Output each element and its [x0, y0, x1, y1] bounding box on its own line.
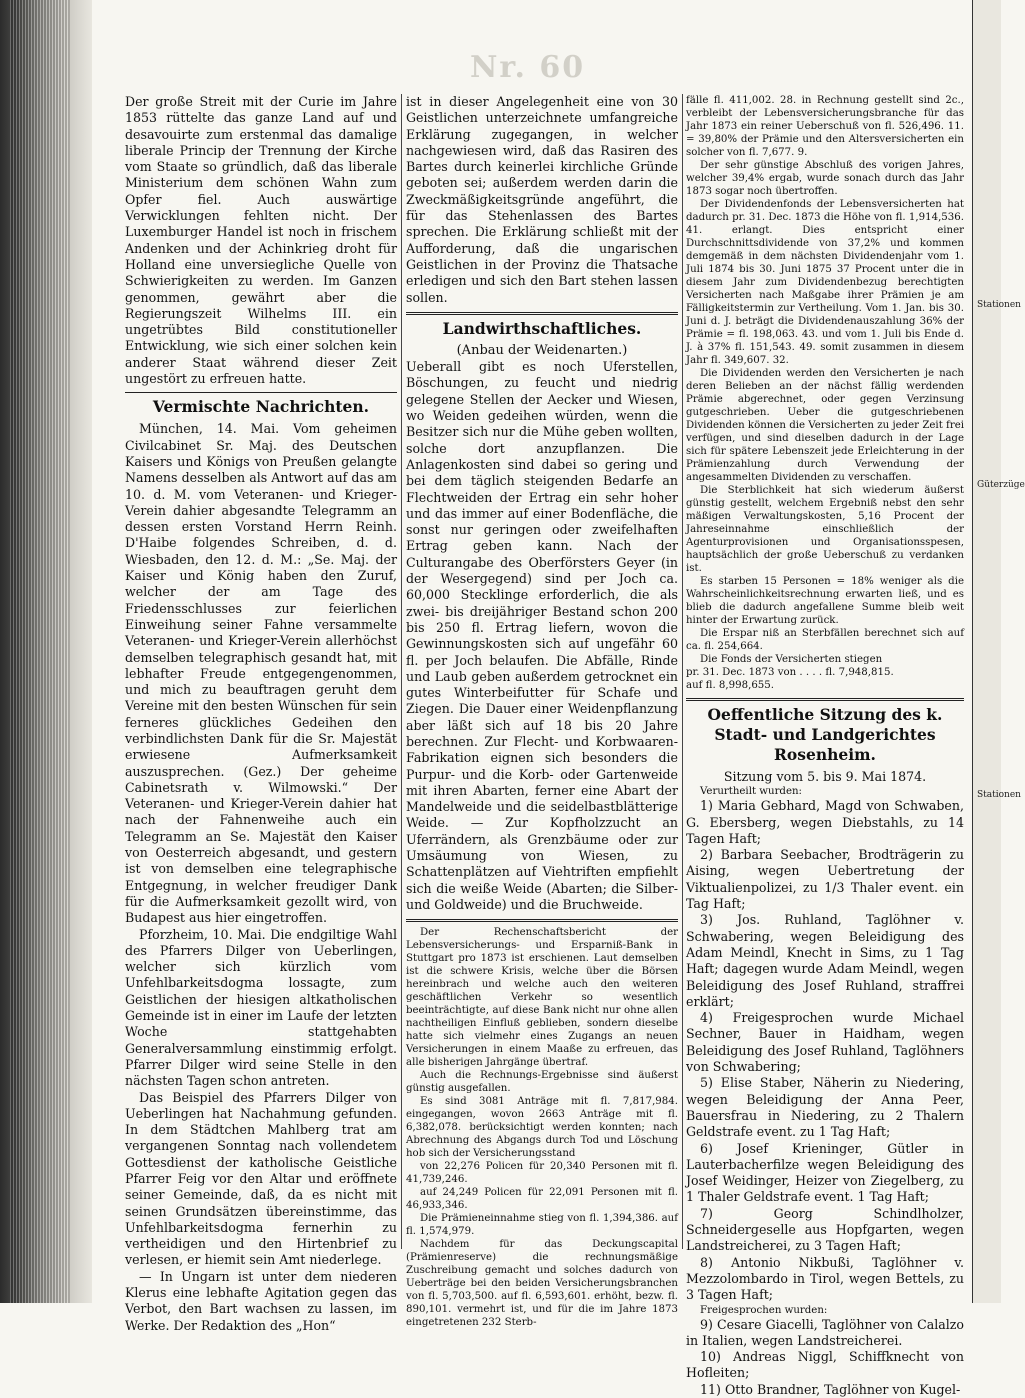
paragraph: Es starben 15 Personen = 18% weniger als die Wahrscheinlichkeitsrechnung erwarten ließ, und es blieb die dadurch angefallene Summe bleib weit hinter der Erwartung zurück.: [686, 576, 964, 626]
paragraph: Die Erspar niß an Sterbfällen berechnet sich auf ca. fl. 254,664.: [686, 628, 964, 652]
section-heading: Oeffentliche Sitzung des k. Stadt- und Landgerichtes Rosenheim.: [707, 705, 943, 764]
paragraph: Nachdem für das Deckungscapital (Prämienreserve) die rechnungsmäßige Zuschreibung gemacht und solches dadurch von Ueberträge bei den beiden Versicherungsbranchen von fl. 5,703,500. auf fl. 6,593,601. erhöht, bezw. fl. 890,101. vermehrt ist, und für die im Jahre 1873 eingetretenen 232 Sterb-: [406, 1239, 678, 1329]
column-divider: [401, 94, 402, 1249]
page-number: Nr. 60: [470, 50, 586, 85]
list-item: 8) Antonio Nikbußi, Taglöhner v. Mezzolombardo in Tirol, wegen Bettels, zu 3 Tagen Haft;: [686, 1254, 964, 1303]
paragraph: Ueberall gibt es noch Uferstellen, Böschungen, zu feucht und niedrig gelegene Stellen der Aecker und Wiesen, wo Weiden gedeihen würden, wenn die Besitzer sich nur die Mühe geben wollten, solche dort anzupflanzen. Die Anlagenkosten sind dabei so gering und bei dem täglich steigenden Bedarfe an Flechtweiden der Ertrag ein sehr hoher und das immer auf einer Bodenfläche, die sonst nur geringen oder zweifelhaften Ertrag geben kann. Nach der Culturangabe des Oberförsters Geyer (in der Wesergegend) sind per Joch ca. 60,000 Stecklinge erforderlich, die als zwei- bis dreijähriger Bestand schon 200 bis 250 fl. Ertrag liefern, wovon die Gewinnungskosten sich auf ungefähr 60 fl. per Joch belaufen. Die Abfälle, Rinde und Laub geben außerdem getrocknet ein gutes Winterbeifutter für Schafe und Ziegen. Die Dauer einer Weidenpflanzung aber läßt sich auf 18 bis 20 Jahre berechnen. Zur Flecht- und Korbwaaren-Fabrikation eignen sich besonders die Purpur- und die Korb- oder Gartenweide mit ihren Abarten, ferner eine Abart der Mandelweide und die seidelbastblätterige Weide. — Zur Kopfholzzucht an Uferrändern, als Grenzbäume oder zur Umsäumung von Wiesen, zu Schattenplätzen auf Viehtriften empfiehlt sich die weiße Weide (Abarten; die Silber- und Goldweide) und die Bruchweide.: [406, 359, 678, 912]
paragraph: Auch die Rechnungs-Ergebnisse sind äußerst günstig ausgefallen.: [406, 1070, 678, 1095]
paragraph: Die Fonds der Versicherten stiegen: [700, 654, 883, 665]
acquittal-list: [686, 1317, 964, 1398]
paragraph: Der Dividendenfonds der Lebensversicherten hat dadurch pr. 31. Dec. 1873 die Höhe von fl. 1,914,536. 41. erlangt. Dies entspricht einer Durchschnittsdividende von 37,2% und kommen demgemäß in dem nächsten Dividendenjahr vom 1. Juli 1874 bis 30. Juni 1875 37 Procent unter die in diesem Jahr zum Dividendenbezug berechtigten Versicherten nach Maßgabe ihrer Prämien je am Fälligkeitstermin zur Vertheilung. Vom 1. Jan. bis 30. Juni d. J. beträgt die Dividendenauszahlung 36% der Prämie = fl. 198,063. 43. und vom 1. Juli bis Ende d. J. à 37% fl. 151,543. 49. somit zusammen in diesem Jahr fl. 349,607. 32.: [686, 199, 964, 366]
strip-label: Stationen: [977, 300, 1021, 310]
paragraph: Es sind 3081 Anträge mit fl. 7,817,984. eingegangen, wovon 2663 Anträge mit fl. 6,382,078. berücksichtigt werden konnten; nach Abrechnung des Abgangs durch Tod und Löschung hob sich der Versicherungsstand: [406, 1096, 678, 1160]
paragraph: Die Dividenden werden den Versicherten je nach deren Belieben an der nächst fällig werdenden Prämie abgerechnet, oder gegen Verzinsung gutgeschrieben. Ueber die gutgeschriebenen Dividenden können die Versicherten zu jeder Zeit frei verfügen, und sind dieselben dadurch in der Lage sich für spätere Lebenszeit jede Erleichterung in der Prämienzahlung durch Verwendung der angesammelten Dividenden zu verschaffen.: [686, 368, 964, 483]
paragraph: von 22,276 Policen für 20,340 Personen mit fl. 41,739,246.: [406, 1161, 678, 1186]
paragraph: pr. 31. Dec. 1873 von . . . . fl. 7,948,815.: [686, 667, 894, 678]
list-item: 6) Josef Krieninger, Gütler in Lauterbacherfilze wegen Beleidigung des Josef Weidinger, Heizer von Ziegelberg, zu 1 Thaler Geldstrafe event. 1 Tag Haft;: [686, 1140, 964, 1205]
list-item: 1) Maria Gebhard, Magd von Schwaben, G. Ebersberg, wegen Diebstahls, zu 14 Tagen Haft;: [686, 798, 964, 846]
divider: [406, 919, 678, 922]
sub-heading: (Anbau der Weidenarten.): [456, 342, 628, 358]
list-item: 3) Jos. Ruhland, Taglöhner v. Schwabering, wegen Beleidigung des Adam Meindl, Knecht in Sims, zu 1 Tag Haft; dagegen wurde Adam Meindl, wegen Beleidigung des Josef Ruhland, straffrei erklärt;: [686, 912, 964, 1009]
paragraph: Der Rechenschaftsbericht der Lebensversicherungs- und Ersparniß-Bank in Stuttgart pro 1873 ist erschienen. Laut demselben ist die schwere Krisis, welche über die Börsen hereinbrach und welche auch den weiteren geschäftlichen Verkehr so wesentlich beeinträchtigte, auf diese Bank nicht nur ohne allen nachtheiligen Einfluß geblieben, sondern dieselbe hatte sich vielmehr eines Zugangs an neuen Versicherungen in einem Maaße zu erfreuen, das alle bisherigen Jahrgänge übertraf.: [406, 927, 678, 1069]
divider: [406, 312, 678, 315]
paragraph: Das Beispiel des Pfarrers Dilger von Ueberlingen hat Nachahmung gefunden. In dem Städtchen Mahlberg trat am vergangenen Sonntag nach vollendetem Gottesdienst der katholische Geistliche Pfarrer Feig vor den Altar und eröffnete seiner Gemeinde, daß, da es nicht mit seinen Grundsätzen übereinstimme, das Unfehlbarkeitsdogma fernerhin zu vertheidigen und den Hirtenbrief zu verlesen, er hiemit sein Amt niederlege.: [125, 1089, 397, 1268]
column-1: [125, 94, 397, 1334]
section-heading: Landwirthschaftliches.: [442, 318, 642, 338]
list-item: 4) Freigesprochen wurde Michael Sechner, Bauer in Haidham, wegen Beleidigung des Josef Ruhland, Taglöhners von Schwabering;: [686, 1010, 964, 1075]
list-item: 7) Georg Schindlholzer, Schneidergeselle aus Hopfgarten, wegen Landstreicherei, zu 3 Tagen Haft;: [686, 1205, 964, 1254]
paragraph: München, 14. Mai. Vom geheimen Civilcabinet Sr. Maj. des Deutschen Kaisers und Königs von Preußen gelangte Namens desselben als Antwort auf das am 10. d. M. vom Veteranen- und Krieger-Verein dahier abgesandte Telegramm an dessen ersten Vorstand Herrn Reinh. D'Haibe folgendes Schreiben, d. d. Wiesbaden, den 12. d. M.: „Se. Maj. der Kaiser und König haben den Zuruf, welcher der am Tage des Friedensschlusses zur feierlichen Einweihung seiner Fahne versammelte Veteranen- und Krieger-Verein allerhöchst demselben telegraphisch gesandt hat, mit lebhafter Freude entgegengenommen, und mich zu beauftragen geruht dem Vereine mit den besten Wünschen für sein ferneres glückliches Gedeihen den verbindlichsten Dank für die Sr. Majestät erwiesene Aufmerksamkeit auszusprechen. (Gez.) Der geheime Cabinetsrath v. Wilmowski.“ Der Veteranen- und Krieger-Verein dahier hat nach der Fahnenweihe auch ein Telegramm an Se. Majestät den Kaiser von Oesterreich abgesandt, und gestern ist von demselben eine telegraphische Entgegnung, in welcher freudiger Dank für die Aufmerksamkeit gezollt wird, von Budapest aus hier eingetroffen.: [125, 421, 397, 926]
list-item: 10) Andreas Niggl, Schiffknecht von Hofleiten;: [686, 1349, 964, 1381]
paragraph: auf fl. 8,998,655.: [686, 680, 775, 691]
paragraph: ist in dieser Angelegenheit eine von 30 Geistlichen unterzeichnete umfangreiche Erklärung zugegangen, in welcher nachgewiesen wird, daß das Rasiren des Bartes durch keinerlei kirchliche Gründe geboten sei; außerdem werden darin die Zweckmäßigkeitsgründe angeführt, die für das Stehenlassen des Bartes sprechen. Die Erklärung schließt mit der Aufforderung, daß die ungarischen Geistlichen in der Provinz die Thatsache erledigen und sich den Bart stehen lassen sollen.: [406, 94, 678, 305]
paragraph: — In Ungarn ist unter dem niederen Klerus eine lebhafte Agitation gegen das Verbot, den Bart wachsen zu lassen, im Werke. Der Redaktion des „Hon“: [125, 1268, 397, 1333]
paragraph: Pforzheim, 10. Mai. Die endgiltige Wahl des Pfarrers Dilger von Ueberlingen, welcher sich kürzlich vom Unfehlbarkeitsdogma lossagte, zum Geistlichen der hiesigen altkatholischen Gemeinde ist in einer im Laufe der letzten Woche stattgehabten Generalversammlung einstimmig erfolgt. Pfarrer Dilger wird seine Stelle in den nächsten Tagen schon antreten.: [125, 926, 397, 1089]
adjacent-page-edge: [972, 0, 1025, 1303]
divider: [125, 392, 397, 393]
label: Verurtheilt wurden:: [700, 786, 802, 798]
paragraph: Der sehr günstige Abschluß des vorigen Jahres, welcher 39,4% ergab, wurde sonach durch das Jahr 1873 sogar noch übertroffen.: [686, 160, 964, 197]
strip-label: Stationen: [977, 790, 1021, 800]
list-item: 11) Otto Brandner, Taglöhner von Kugel-: [700, 1381, 961, 1397]
column-3: [686, 94, 964, 1398]
strip-label: Güterzüge: [977, 480, 1025, 490]
list-item: 5) Elise Staber, Näherin zu Niedering, wegen Beleidigung der Anna Peer, Bauersfrau in Niedering, zu 2 Thalern Geldstrafe event. zu 1 Tag Haft;: [686, 1075, 964, 1140]
label: Freigesprochen wurden:: [700, 1304, 828, 1316]
divider: [686, 698, 964, 701]
book-binding-edge: [0, 0, 92, 1303]
paragraph: auf 24,249 Policen für 22,091 Personen mit fl. 46,933,346.: [406, 1187, 678, 1212]
list-item: 2) Barbara Seebacher, Brodträgerin zu Aising, wegen Uebertretung der Viktualienpolizei, zu 1/3 Thaler event. ein Tag Haft;: [686, 847, 964, 912]
sitting-date: Sitzung vom 5. bis 9. Mai 1874.: [723, 769, 927, 784]
paragraph: Der große Streit mit der Curie im Jahre 1853 rüttelte das ganze Land auf und desavouirte zum erstenmal das damalige liberale Princip der Trennung der Kirche vom Staate so gründlich, daß das liberale Ministerium dem schönen Wahn zum Opfer fiel. Auch auswärtige Verwicklungen fehlten nicht. Der Luxemburger Handel ist noch in frischem Andenken und der Achinkrieg droht für Holland eine unversiegliche Quelle von Schwierigkeiten zu werden. Im Ganzen genommen, gewährt aber die Regierungszeit Wilhelms III. ein ungetrübtes Bild constitutioneller Entwicklung, wie sich einer solchen kein anderer Staat während dieser Zeit ungestört zu erfreuen hatte.: [125, 94, 397, 387]
section-heading: Vermischte Nachrichten.: [152, 397, 370, 417]
list-item: 9) Cesare Giacelli, Taglöhner von Calalzo in Italien, wegen Landstreicherei.: [686, 1316, 964, 1348]
paragraph: Die Sterblichkeit hat sich wiederum äußerst günstig gestellt, welchem Ergebniß nebst den sehr mäßigen Verwaltungskosten, 5,16 Procent der Jahreseinnahme einschließlich der Agenturprovisionen und Organisationsspesen, hauptsächlich der große Ueberschuß zu verdanken ist.: [686, 485, 964, 574]
column-2: [406, 94, 678, 1329]
paragraph: Die Prämieneinnahme stieg von fl. 1,394,386. auf fl. 1,574,979.: [406, 1213, 678, 1238]
paragraph: fälle fl. 411,002. 28. in Rechnung gestellt sind 2c., verbleibt der Lebensversicherungsbranche für das Jahr 1873 ein reiner Ueberschuß von fl. 526,496. 11. = 39,80% der Prämie und den Altersversicherten ein solcher von fl. 7,677. 9.: [686, 95, 964, 158]
column-divider: [682, 94, 683, 1249]
verdict-list: [686, 798, 964, 1303]
